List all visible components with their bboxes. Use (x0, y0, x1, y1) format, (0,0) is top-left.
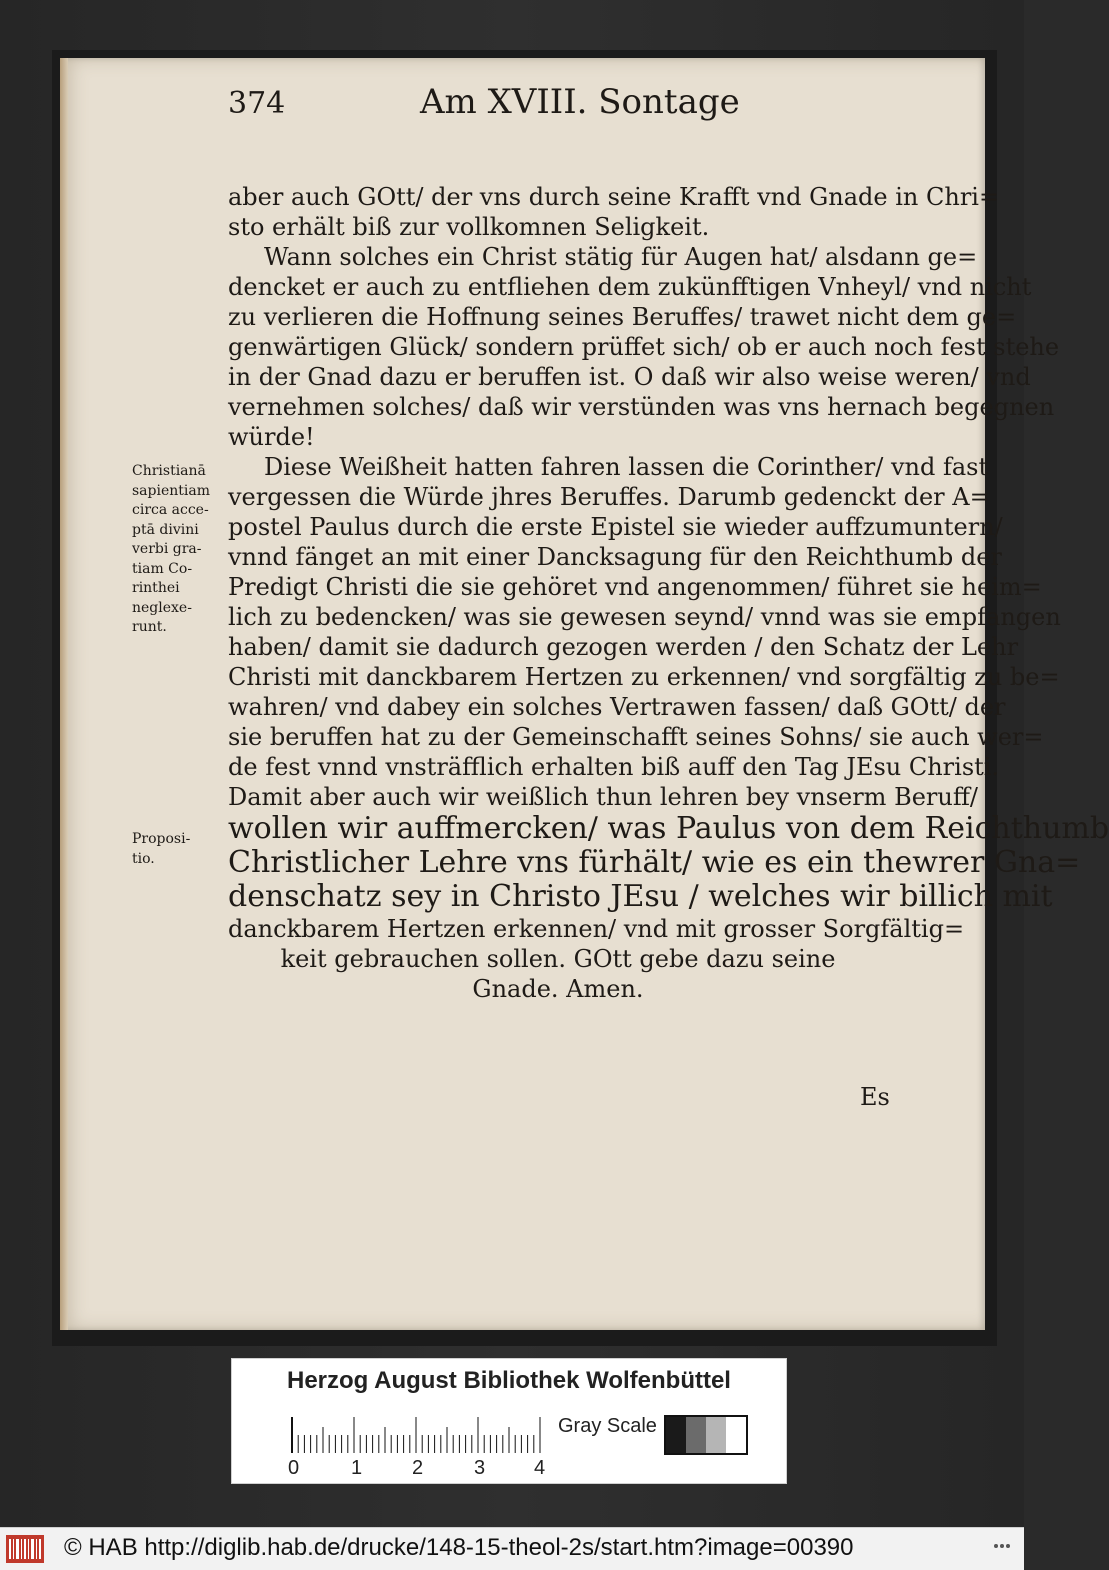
text-line: würde! (228, 423, 315, 451)
text-line: Gnade. Amen. (472, 975, 644, 1003)
text-line: wollen wir auffmercken/ was Paulus von dem Reichthumb (228, 811, 1109, 846)
ruler-number: 1 (351, 1457, 363, 1479)
text-line: postel Paulus durch die erste Epistel sie wieder auffzumuntern/ (228, 513, 1003, 541)
margin-note-christianam (132, 462, 227, 638)
text-line: in der Gnad dazu er beruffen ist. O daß wir also weise weren/ vnd (228, 363, 1031, 391)
margin-note-line: rinthei (132, 580, 180, 596)
margin-note-line: runt. (132, 619, 167, 635)
margin-note-line: Christianā (132, 463, 206, 479)
barcode-icon (6, 1535, 44, 1563)
text-line: Diese Weißheit hatten fahren lassen die Corinther/ vnd fast (264, 453, 989, 481)
margin-note-line: tiam Co- (132, 560, 193, 577)
margin-note-line: ptā divini (132, 521, 199, 538)
copyright-url: © HAB http://diglib.hab.de/drucke/148-15-theol-2s/start.htm?image=00390 (64, 1534, 854, 1561)
catchword: Es (860, 1083, 890, 1111)
gray-swatch (706, 1417, 726, 1453)
text-line: Damit aber auch wir weißlich thun lehren bey vnserm Beruff/ (228, 783, 978, 811)
text-line: zu verlieren die Hoffnung seines Beruffes/ trawet nicht dem ge= (228, 303, 1017, 331)
ruler-number: 0 (288, 1457, 300, 1479)
margin-note-line: tio. (132, 850, 155, 867)
text-line: wahren/ vnd dabey ein solches Vertrawen fassen/ daß GOtt/ der (228, 693, 1006, 721)
text-line: lich zu bedencken/ was sie gewesen seynd/ vnnd was sie empfangen (228, 603, 1061, 631)
gray-swatch (726, 1417, 746, 1453)
text-line: keit gebrauchen sollen. GOtt gebe dazu seine (280, 945, 836, 973)
gray-swatch (666, 1417, 686, 1453)
text-line: denschatz sey in Christo JEsu / welches wir billich mit (228, 879, 1053, 914)
text-line: sto erhält biß zur vollkomnen Seligkeit. (228, 213, 710, 241)
ruler-scale (292, 1417, 546, 1453)
library-name: Herzog August Bibliothek Wolfenbüttel (287, 1367, 731, 1394)
margin-note-line: neglexe- (132, 599, 192, 616)
grayscale-label: Gray Scale (558, 1415, 657, 1437)
text-line: Christi mit danckbarem Hertzen zu erkennen/ vnd sorgfältig zu be= (228, 663, 1060, 691)
text-line: haben/ damit sie dadurch gezogen werden / den Schatz der Lehr (228, 633, 1019, 661)
text-line: de fest vnnd vnsträfflich erhalten biß auff den Tag JEsu Christi. (228, 753, 1000, 781)
text-line: sie beruffen hat zu der Gemeinschafft seines Sohns/ sie auch wer= (228, 723, 1044, 751)
ruler-number: 3 (474, 1457, 486, 1479)
margin-note-line: circa acce- (132, 502, 209, 518)
text-line: Predigt Christi die sie gehöret vnd angenommen/ führet sie heim= (228, 573, 1042, 601)
margin-note-line: sapientiam (132, 482, 210, 499)
page-edge (60, 58, 68, 1330)
text-line: danckbarem Hertzen erkennen/ vnd mit grosser Sorgfältig= (228, 915, 965, 943)
text-line: vnnd fänget an mit einer Dancksagung für den Reichthumb der (228, 543, 1002, 571)
text-line: dencket er auch zu entfliehen dem zukünfftigen Vnheyl/ vnd nicht (228, 273, 1032, 301)
more-icon[interactable] (992, 1540, 1012, 1552)
page-number: 374 (228, 86, 286, 121)
gray-swatch (686, 1417, 706, 1453)
color-calibration-card (231, 1358, 787, 1484)
text-line: Christlicher Lehre vns fürhält/ wie es ein thewrer Gna= (228, 845, 1081, 880)
ruler-number: 4 (534, 1457, 546, 1479)
text-line: genwärtigen Glück/ sondern prüffet sich/ ob er auch noch fest stehe (228, 333, 1060, 361)
text-line: vergessen die Würde jhres Beruffes. Darumb gedenckt der A= (228, 483, 990, 511)
grayscale-swatches (664, 1415, 748, 1455)
running-title: Am XVIII. Sontage (420, 82, 740, 122)
status-bar (0, 1527, 1024, 1570)
margin-note-line: verbi gra- (132, 541, 202, 557)
margin-note-propositio (132, 830, 227, 869)
margin-note-line: Proposi- (132, 831, 191, 847)
text-line: vernehmen solches/ daß wir verstünden was vns hernach begegnen (228, 393, 1055, 421)
text-line: aber auch GOtt/ der vns durch seine Krafft vnd Gnade in Chri= (228, 183, 1000, 211)
text-line: Wann solches ein Christ stätig für Augen hat/ alsdann ge= (264, 243, 978, 271)
ruler-number: 2 (412, 1457, 424, 1479)
